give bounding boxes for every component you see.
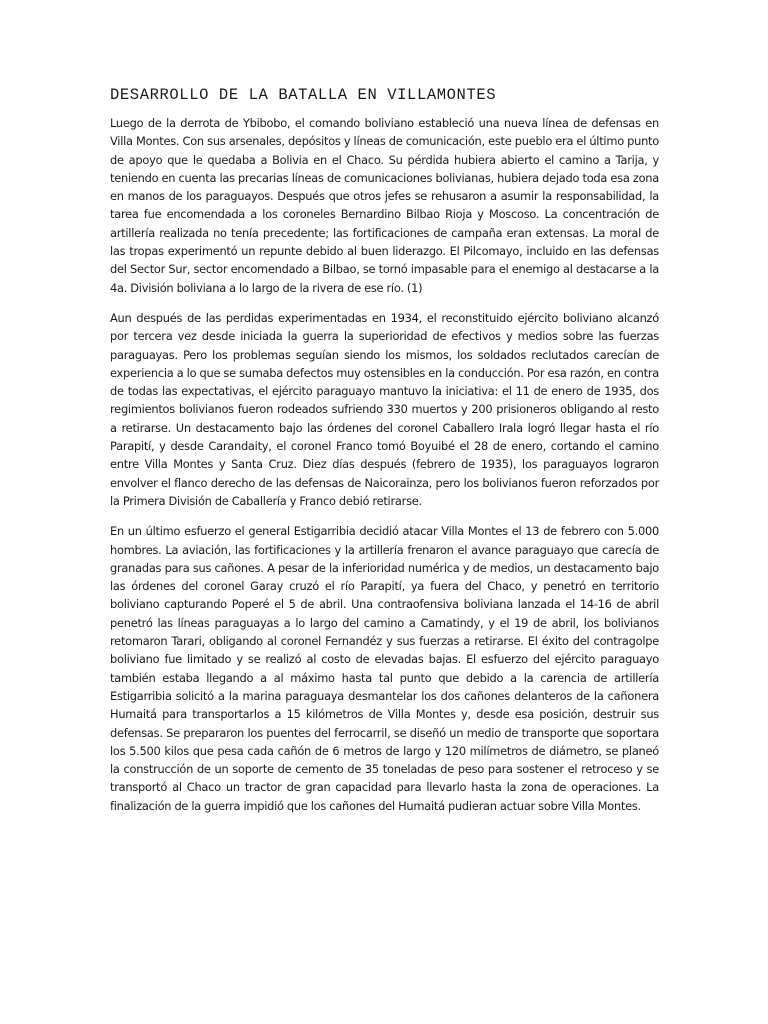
document-body <box>110 114 659 827</box>
paragraph-2: Aun después de las perdidas experimentadas en 1934, el reconstituido ejército boliviano alcanzó por tercera vez desde iniciada la guerra la superioridad de efectivos y medios sobre las fuerzas paraguayas. Pero los problemas seguían siendo los mismos, los soldados reclutados carecían de experiencia a lo que se sumaba defectos muy ostensibles en la conducción. Por esa razón, en contra de todas las expectativas, el ejército paraguayo mantuvo la iniciativa: el 11 de enero de 1935, dos regimientos bolivianos fueron rodeados sufriendo 330 muertos y 200 prisioneros obligando al resto a retirarse. Un destacamento bajo las órdenes del coronel Caballero Irala logró llegar hasta el río Parapití, y desde Carandaity, el coronel Franco tomó Boyuibé el 28 de enero, cortando el camino entre Villa Montes y Santa Cruz. Diez días después (febrero de 1935), los paraguayos lograron envolver el flanco derecho de las defensas de Naicorainza, pero los bolivianos fueron reforzados por la Primera División de Caballería y Franco debió retirarse. <box>110 310 659 508</box>
document-title: DESARROLLO DE LA BATALLA EN VILLAMONTES <box>110 86 497 104</box>
paragraph-1: Luego de la derrota de Ybibobo, el comando boliviano estableció una nueva línea de defensas en Villa Montes. Con sus arsenales, depósitos y líneas de comunicación, este pueblo era el último punto de apoyo que le quedaba a Bolivia en el Chaco. Su pérdida hubiera abierto el camino a Tarija, y teniendo en cuenta las precarias líneas de comunicaciones bolivianas, hubiera dejado toda esa zona en manos de los paraguayos. Después que otros jefes se rehusaron a asumir la responsabilidad, la tarea fue encomendada a los coroneles Bernardino Bilbao Rioja y Moscoso. La concentración de artillería realizada no tenía precedente; las fortificaciones de campaña eran extensas. La moral de las tropas experimentó un repunte debido al buen liderazgo. El Pilcomayo, incluido en las defensas del Sector Sur, sector encomendado a Bilbao, se tornó impasable para el enemigo al destacarse a la 4a. División boliviana a lo largo de la rivera de ese río. (1) <box>110 116 659 295</box>
paragraph-3: En un último esfuerzo el general Estigarribia decidió atacar Villa Montes el 13 de febrero con 5.000 hombres. La aviación, las fortificaciones y la artillería frenaron el avance paraguayo que carecía de granadas para sus cañones. A pesar de la inferioridad numérica y de medios, un destacamento bajo las órdenes del coronel Garay cruzó el río Parapití, ya fuera del Chaco, y penetró en territorio boliviano capturando Poperé el 5 de abril. Una contraofensiva boliviana lanzada el 14-16 de abril penetró las líneas paraguayas a lo largo del camino a Camatindy, y el 19 de abril, los bolivianos retomaron Tarari, obligando al coronel Fernandéz y sus fuerzas a retirarse. El éxito del contragolpe boliviano fue limitado y se realizó al costo de elevadas bajas. El esfuerzo del ejército paraguayo también estaba llegando a al máximo hasta tal punto que debido a la carencia de artillería Estigarribia solicitó a la marina paraguaya desmantelar los dos cañones delanteros de la cañonera Humaitá para transportarlos a 15 kilómetros de Villa Montes y, desde esa posición, destruir sus defensas. Se prepararon los puentes del ferrocarril, se diseñó un medio de transporte que soportara los 5.500 kilos que pesa cada cañón de 6 metros de largo y 120 milímetros de diámetro, se planeó la construcción de un soporte de cemento de 35 toneladas de peso para sostener el retroceso y se transportó al Chaco un tractor de gran capacidad para llevarlo hasta la zona de operaciones. La finalización de la guerra impidió que los cañones del Humaitá pudieran actuar sobre Villa Montes. <box>110 524 659 813</box>
